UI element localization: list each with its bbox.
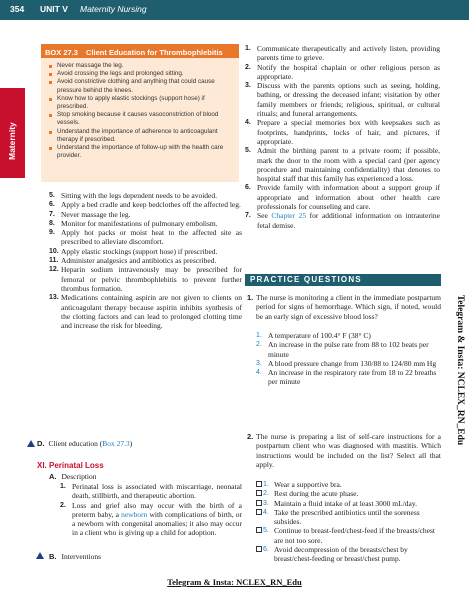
question-2: 2. The nurse is preparing a list of self-care instructions for a postpartum client who was diagnosed with mastitis. Which instructions would be included on the list? Select all that apply. [247, 432, 441, 469]
question-stem: The nurse is preparing a list of self-care instructions for a postpartum client who was diagnosed with mastitis. Which instructions would be included on the list? Select all that apply. [256, 432, 441, 469]
box-header [41, 46, 239, 58]
checkbox-icon[interactable] [256, 546, 262, 552]
answer-option[interactable]: 3. A blood pressure change from 130/88 to 124/80 mm Hg [256, 358, 437, 368]
box-item: Know how to apply elastic stockings (support hose) if prescribed. [47, 95, 233, 111]
answer-option[interactable]: 2. An increase in the pulse rate from 88 to 102 beats per minute [256, 340, 429, 359]
list-item: 2. Loss and grief also may occur with the birth of a preterm baby, a newborn with complications of birth, or a newborn with congenital anomalies; it also may occur in a client who is giving up a child for adoption. [60, 500, 242, 538]
box-item: Never massage the leg. [47, 62, 233, 70]
footer-watermark: Telegram & Insta: NCLEX_RN_Edu [167, 577, 302, 587]
list-item: 7. See Chapter 25 for additional information on intrauterine fetal demise. [245, 211, 440, 230]
perinatal-loss-interventions-list [245, 44, 440, 230]
unit-label: UNIT V [40, 4, 68, 14]
list-item: 7. Never massage the leg. [49, 209, 131, 219]
page-header [0, 0, 469, 20]
page-number: 354 [10, 4, 25, 14]
box-item: Avoid crossing the legs and prolonged sitting. [47, 70, 233, 78]
checkbox-option[interactable]: 5. Continue to breast-feed/chest-feed if the breasts/chest are not too sore. [256, 526, 441, 545]
list-item: 1. Communicate therapeutically and actively listen, providing parents time to grieve. [245, 44, 440, 63]
checkbox-icon[interactable] [256, 500, 262, 506]
box-item: Understand the importance of adherence to anticoagulant therapy if prescribed. [47, 128, 233, 144]
checkbox-option[interactable]: 4. Take the prescribed antibiotics until the soreness subsides. [256, 508, 441, 527]
box-number: BOX 27.3 [45, 48, 78, 57]
list-item: 8. Monitor for manifestations of pulmonary embolism. [49, 218, 218, 228]
checkbox-icon[interactable] [256, 509, 262, 515]
practice-questions-header: PRACTICE QUESTIONS [245, 274, 441, 286]
list-item: 13. Medications containing aspirin are not given to clients on anticoagulant therapy because aspirin inhibits synthesis of the clotting factors and can lead to prolonged clotting time and increase the risk for bleeding. [49, 293, 242, 331]
checkbox-option[interactable]: 2. Rest during the acute phase. [256, 489, 441, 498]
section-heading: XI. Perinatal Loss [37, 461, 104, 470]
box-reference-link[interactable]: Box 27.3 [102, 439, 130, 448]
box-list [41, 58, 239, 160]
list-item: 2. Notify the hospital chaplain or other religious person as appropriate. [245, 62, 440, 81]
list-item: 9. Apply hot packs or moist heat to the affected site as prescribed to alleviate discomfort. [49, 228, 242, 247]
list-item: 5. Admit the birthing parent to a private room; if possible, mark the door to the room with a special card (per agency procedure and maintaining confidentiality) that denotes to hospital staff that this family has experienced a loss. [245, 146, 440, 184]
triangle-marker-icon [27, 440, 35, 447]
list-item: 5. Sitting with the legs dependent needs to be avoided. [49, 191, 218, 200]
item-d: D. Client education (Box 27.3) [37, 439, 133, 448]
chapter-title: Maternity Nursing [80, 4, 147, 14]
chapter-reference-link[interactable]: Chapter 25 [271, 211, 307, 221]
list-item: 11. Administer analgesics and antibiotics as prescribed. [49, 256, 217, 266]
side-tab-label: Maternity [7, 122, 17, 160]
checkbox-icon[interactable] [256, 481, 262, 487]
list-item: 6. Apply a bed cradle and keep bedclothes off the affected leg. [49, 200, 241, 210]
answer-option[interactable]: 4. An increase in the respiratory rate from 18 to 22 breaths per minute [256, 368, 437, 387]
checkbox-option[interactable]: 3. Maintain a fluid intake of at least 3000 mL/day. [256, 499, 441, 508]
list-item: 12. Heparin sodium intravenously may be prescribed for femoral or pelvic thrombophlebitis to prevent further thrombus formation. [49, 265, 242, 293]
checkbox-icon[interactable] [256, 527, 262, 533]
perinatal-loss-description-list [60, 482, 242, 538]
box-item: Avoid constrictive clothing and anything that could cause pressure behind the knees. [47, 78, 233, 94]
question-2-options [256, 480, 441, 564]
section-side-tab [0, 88, 25, 178]
list-item: 3. Discuss with the parents options such as seeing, holding, bathing, or dressing the deceased infant; visitation by other family members or friends; religious, spiritual, or cultural rituals; and funeral arrangements. [245, 81, 440, 119]
item-a: A. Description [49, 472, 97, 481]
box-item: Stop smoking because it causes vasoconstriction of blood vessels. [47, 111, 233, 127]
triangle-marker-icon [36, 552, 44, 559]
vertical-watermark: Telegram & Insta: NCLEX_RN_Edu [455, 294, 465, 446]
thrombophlebitis-interventions-list [49, 191, 242, 330]
question-1-options [256, 331, 441, 387]
list-item: 4. Prepare a special memories box with keepsakes such as footprints, handprints, locks of hair, and pictures, if appropriate. [245, 118, 440, 146]
item-b: B. Interventions [49, 552, 102, 561]
checkbox-option[interactable]: 1. Wear a supportive bra. [256, 480, 441, 489]
list-item: 10. Apply elastic stockings (support hose) if prescribed. [49, 246, 218, 256]
client-education-box [41, 44, 239, 182]
question-1: 1. The nurse is monitoring a client in the immediate postpartum period for signs of hemorrhage. Which sign, if noted, would be an early sign of excessive blood loss? [247, 293, 441, 321]
list-item: 1. Perinatal loss is associated with miscarriage, neonatal death, stillbirth, and therapeutic abortion. [60, 482, 242, 501]
answer-option[interactable]: 1. A temperature of 100.4° F (38° C) [256, 331, 371, 340]
newborn-link[interactable]: newborn [121, 509, 148, 519]
box-item: Understand the importance of follow-up with the health care provider. [47, 144, 233, 160]
checkbox-icon[interactable] [256, 490, 262, 496]
question-stem: The nurse is monitoring a client in the immediate postpartum period for signs of hemorrhage. Which sign, if noted, would be an early sign of excessive blood loss? [256, 293, 441, 321]
list-item: 6. Provide family with information about a support group if appropriate and information about other health care professionals for counseling and care. [245, 183, 440, 212]
box-title: Client Education for Thrombophlebitis [86, 48, 223, 57]
checkbox-option[interactable]: 6. Avoid decompression of the breasts/chest by breast/chest-feeding or breast/chest pump. [256, 545, 441, 564]
